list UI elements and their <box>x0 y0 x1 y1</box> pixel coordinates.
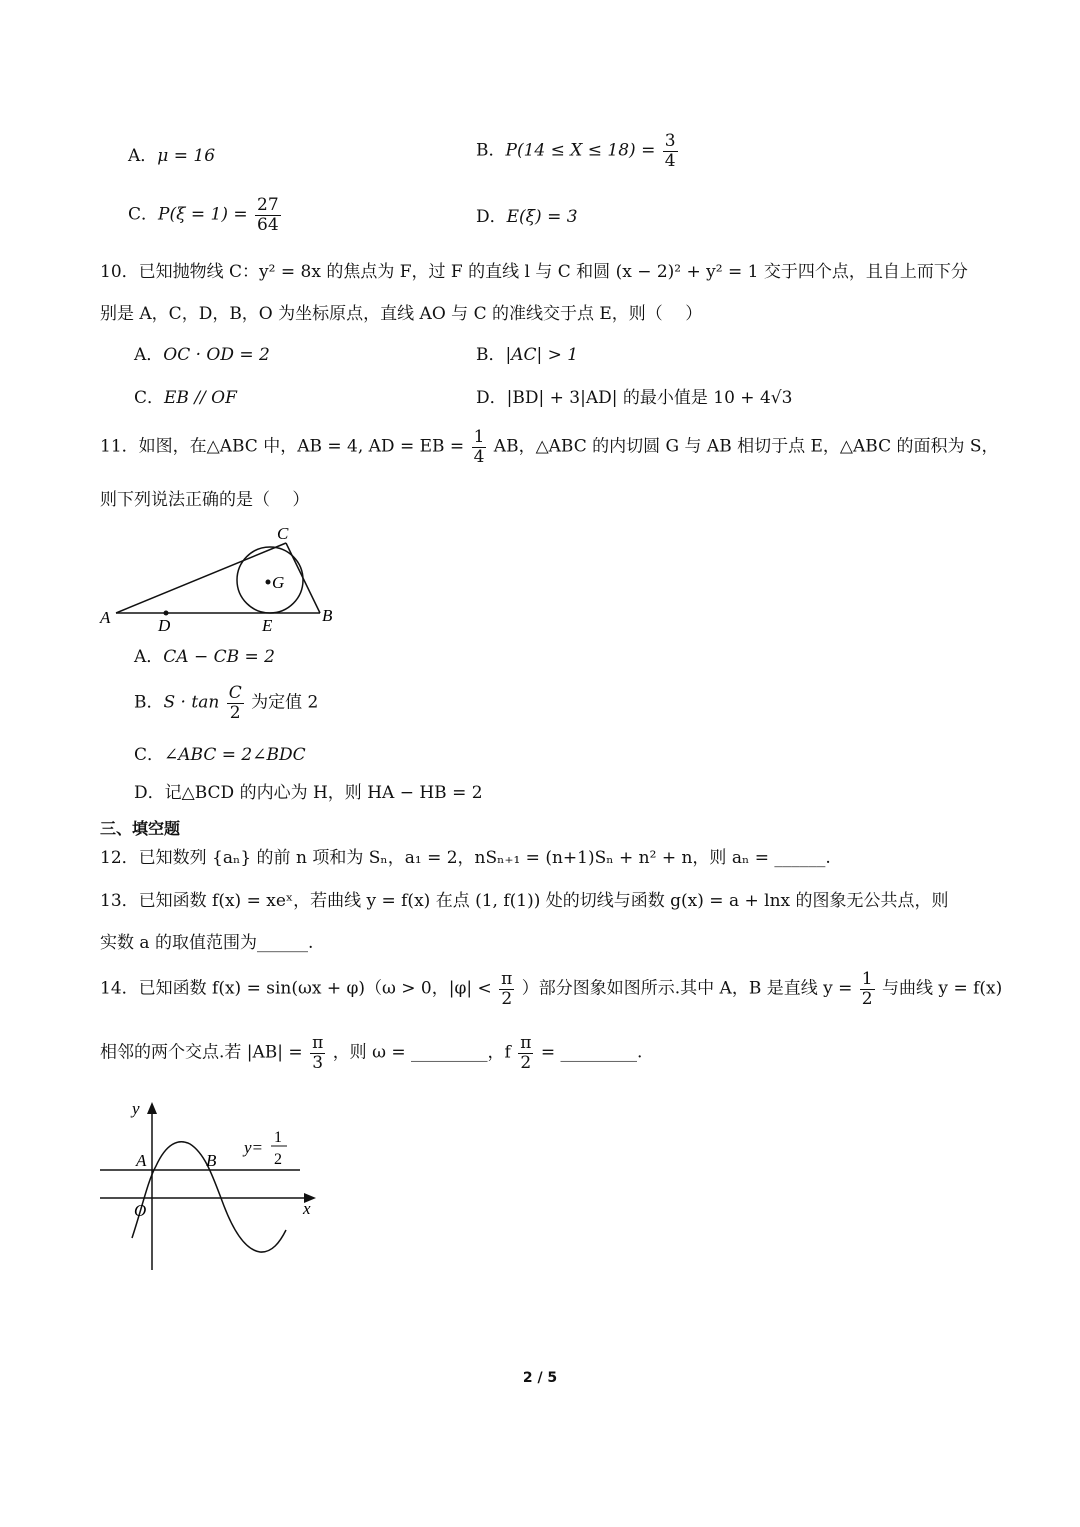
section-fill-in-heading: 三、填空题 <box>100 819 181 838</box>
q10-option-a: A．OC · OD = 2 <box>134 345 270 365</box>
q9-option-b: B．P(14 ≤ X ≤ 18) = $\frac{3}{4}$ <box>476 131 676 171</box>
q9-option-d: D．E(ξ) = 3 <box>476 207 578 227</box>
q11-option-d: D．记△BCD 的内心为 H，则 HA − HB = 2 <box>134 783 483 803</box>
q11-option-a: A．CA − CB = 2 <box>134 647 275 667</box>
label-d: D <box>158 616 171 635</box>
label-e: E <box>262 616 273 635</box>
q11-option-c: C．∠ABC = 2∠BDC <box>134 745 306 765</box>
q14-stem-line2: 相邻的两个交点.若 |AB| = $\frac{\pi}{3}$ ，则 ω = _________，f $\frac{\pi}{2}$ = _________. <box>100 1033 643 1073</box>
y-axis-arrow <box>147 1102 157 1114</box>
q12-stem: 12．已知数列 {aₙ} 的前 n 项和为 Sₙ，a₁ = 2，nSₙ₊₁ = (n+1)Sₙ + n² + n，则 aₙ = ______. <box>100 848 831 868</box>
center-g-dot <box>266 580 271 585</box>
label-a: A <box>136 1151 147 1170</box>
q13-stem-line2: 实数 a 的取值范围为______. <box>100 933 314 953</box>
label-y: y <box>132 1099 140 1118</box>
label-c: C <box>277 524 289 543</box>
label-a: A <box>100 608 111 627</box>
label-half-den: 2 <box>274 1151 282 1168</box>
q10-stem-line2: 别是 A，C，D，B，O 为坐标原点，直线 AO 与 C 的准线交于点 E，则（ ） <box>100 304 703 324</box>
q11-option-b: B．S · tan $\frac{C}{2}$ 为定值 2 <box>134 683 319 723</box>
q10-stem-line1: 10．已知抛物线 C：y² = 8x 的焦点为 F，过 F 的直线 l 与 C 和圆 (x − 2)² + y² = 1 交于四个点，且自上而下分 <box>100 262 968 282</box>
incircle-g <box>237 547 303 613</box>
label-b: B <box>206 1151 217 1170</box>
label-half-num: 1 <box>274 1129 282 1146</box>
label-x: x <box>303 1199 311 1218</box>
label-o: O <box>134 1201 147 1220</box>
q14-sine-figure <box>96 1098 326 1278</box>
q10-option-c: C．EB // OF <box>134 388 237 408</box>
q13-stem-line1: 13．已知函数 f(x) = xeˣ，若曲线 y = f(x) 在点 (1, f(1)) 处的切线与函数 g(x) = a + lnx 的图象无公共点，则 <box>100 891 949 911</box>
label-y-eq: y= <box>244 1138 264 1157</box>
label-g: G <box>272 573 285 592</box>
page-number: 2 / 5 <box>522 1370 558 1386</box>
q10-option-b: B．|AC| > 1 <box>476 345 579 365</box>
q14-stem-line1: 14．已知函数 f(x) = sin(ωx + φ)（ω > 0，|φ| < $\frac{\pi}{2}$ ）部分图象如图所示.其中 A，B 是直线 y = $\frac{1}{2}$ 与曲线 y = f(x) <box>100 969 1003 1009</box>
q9-option-a: A．μ = 16 <box>128 146 216 166</box>
q9-option-c: C．P(ξ = 1) = $\frac{27}{64}$ <box>128 195 279 235</box>
segment-ac <box>116 543 286 613</box>
q11-stem-line2: 则下列说法正确的是（ ） <box>100 490 310 510</box>
label-b: B <box>322 606 333 625</box>
point-d-dot <box>164 611 169 616</box>
q11-triangle-figure <box>96 520 346 635</box>
q10-option-d: D．|BD| + 3|AD| 的最小值是 10 + 4√3 <box>476 388 793 408</box>
q11-stem-line1: 11．如图，在△ABC 中，AB = 4, AD = EB = $\frac{1}{4}$ AB，△ABC 的内切圆 G 与 AB 相切于点 E，△ABC 的面积为 S， <box>100 427 999 467</box>
